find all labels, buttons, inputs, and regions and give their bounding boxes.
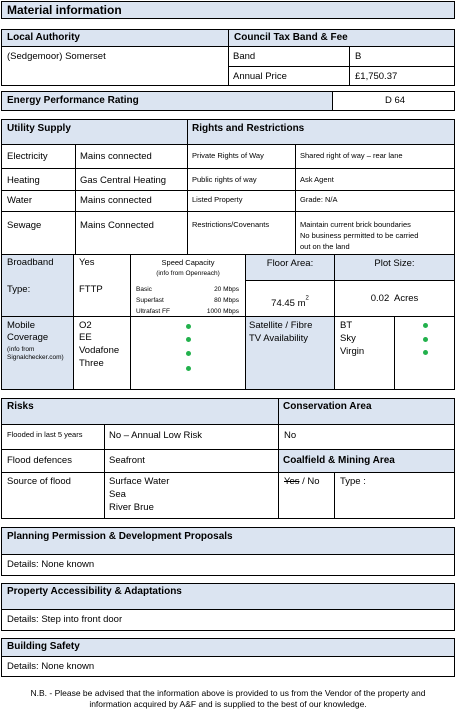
mobile-source-1: (info from <box>7 346 35 353</box>
safety-details-cell <box>1 656 455 677</box>
mobile-label-1: Mobile <box>7 320 35 331</box>
utility-label: Sewage <box>7 220 42 231</box>
speed-name: Superfast <box>136 297 164 304</box>
coalfield-type-cell <box>334 472 455 519</box>
floor-area-unit-sup: 2 <box>305 295 309 302</box>
risks-header-label: Risks <box>7 401 34 412</box>
flood-source: River Brue <box>109 502 154 513</box>
rights-value: Grade: N/A <box>300 195 338 204</box>
speed-value: 20 Mbps <box>214 286 239 293</box>
availability-dot-icon <box>423 323 428 328</box>
source-label: Source of flood <box>7 476 71 487</box>
speed-capacity-cell <box>130 254 246 317</box>
epc-value-cell <box>332 91 455 111</box>
local-authority-header <box>1 29 229 47</box>
broadband-label: Broadband <box>7 257 54 268</box>
coalfield-value <box>284 476 320 488</box>
band-value: B <box>355 51 362 62</box>
source-label-cell <box>1 472 105 519</box>
speed-name: Basic <box>136 286 152 293</box>
broadband-type-label: Type: <box>7 284 31 295</box>
utility-value: Mains connected <box>80 151 152 162</box>
satellite-providers-cell <box>334 316 395 390</box>
safety-header <box>1 638 455 657</box>
mobile-label-cell <box>1 316 74 390</box>
price-label-cell <box>228 66 350 86</box>
broadband-label-cell <box>1 254 74 317</box>
footer-line-1: N.B. - Please be advised that the information above is provided to us from the Vendor of the property and <box>30 688 426 698</box>
rights-value: Shared right of way – rear lane <box>300 151 403 160</box>
title-bar <box>1 1 455 19</box>
utility-value-cell <box>75 144 188 169</box>
utility-label-cell <box>1 190 76 212</box>
availability-dot-icon <box>423 337 428 342</box>
flooded-value: No – Annual Low Risk <box>109 430 202 441</box>
utility-value-cell <box>75 168 188 191</box>
plot-size-value: 0.02 Acres <box>370 293 419 304</box>
rights-label: Restrictions/Covenants <box>192 220 270 229</box>
floor-area-value: 74.45 m <box>271 298 306 309</box>
floor-area-header-label: Floor Area: <box>266 258 314 269</box>
mobile-source-2: Signalchecker.com) <box>7 354 64 361</box>
rights-value-cell <box>295 190 455 212</box>
availability-dot-icon <box>423 350 428 355</box>
satellite-label-1: Satellite / Fibre <box>249 320 313 331</box>
band-label: Band <box>233 51 256 62</box>
flood-source: Sea <box>109 489 126 500</box>
satellite-status-cell <box>394 316 455 390</box>
speed-header: Speed Capacity <box>161 258 215 267</box>
epc-value: D 64 <box>385 95 406 106</box>
council-tax-header-label: Council Tax Band & Fee <box>234 32 348 43</box>
plot-size-header <box>334 254 455 281</box>
local-authority-header-label: Local Authority <box>7 32 80 43</box>
rights-label: Private Rights of Way <box>192 151 264 160</box>
covenant-line-1: Maintain current brick boundaries <box>300 220 411 229</box>
epc-label-cell <box>1 91 333 111</box>
council-tax-header <box>228 29 455 47</box>
utility-value: Mains connected <box>80 195 152 206</box>
rights-label: Public rights of way <box>192 175 257 184</box>
coalfield-no: No <box>307 476 320 487</box>
flood-source: Surface Water <box>109 476 170 487</box>
plot-size-value-cell <box>334 280 455 317</box>
price-label: Annual Price <box>233 71 287 82</box>
epc-label: Energy Performance Rating <box>7 95 139 106</box>
conservation-value: No <box>284 430 297 441</box>
mobile-provider: Vodafone <box>79 345 120 356</box>
price-value: £1,750.37 <box>355 71 398 82</box>
utility-header <box>1 119 188 145</box>
source-value-cell <box>104 472 279 519</box>
planning-header-label: Planning Permission & Development Proposals <box>7 531 233 542</box>
broadband-type-value: FTTP <box>79 284 103 295</box>
rights-label-cell <box>187 168 296 191</box>
footer-note <box>0 688 456 710</box>
price-value-cell <box>349 66 455 86</box>
conservation-header-label: Conservation Area <box>283 401 372 412</box>
flooded-label: Flooded in last 5 years <box>7 430 83 439</box>
covenant-line-2: No business permitted to be carried <box>300 231 419 240</box>
mobile-provider: Three <box>79 358 104 369</box>
coalfield-sep: / <box>299 476 308 487</box>
conservation-header <box>278 398 455 425</box>
coverage-dot-icon <box>186 366 191 371</box>
rights-value-cell <box>295 211 455 255</box>
planning-details-cell <box>1 554 455 576</box>
speed-subheader: (info from Openreach) <box>156 270 220 277</box>
rights-value-cell <box>295 168 455 191</box>
satellite-provider: Virgin <box>340 346 365 357</box>
coalfield-value-cell <box>278 472 335 519</box>
speed-value: 80 Mbps <box>214 297 239 304</box>
utility-header-label: Utility Supply <box>7 123 71 134</box>
utility-label: Electricity <box>7 151 48 162</box>
rights-header <box>187 119 455 145</box>
local-authority-value: (Sedgemoor) Somerset <box>7 51 106 62</box>
plot-size-header-label: Plot Size: <box>374 258 415 269</box>
rights-value: Ask Agent <box>300 175 334 184</box>
utility-value: Mains Connected <box>80 220 154 231</box>
coalfield-header-label: Coalfield & Mining Area <box>283 455 395 466</box>
broadband-value-cell <box>73 254 131 317</box>
defences-value-cell <box>104 449 279 473</box>
rights-label: Listed Property <box>192 195 243 204</box>
accessibility-header-label: Property Accessibility & Adaptations <box>7 586 182 597</box>
utility-value-cell <box>75 190 188 212</box>
broadband-value: Yes <box>79 257 95 268</box>
rights-header-label: Rights and Restrictions <box>192 123 305 134</box>
floor-area-value-wrap <box>246 293 334 311</box>
accessibility-details: Details: Step into front door <box>7 614 123 625</box>
planning-details: Details: None known <box>7 559 95 570</box>
utility-label: Heating <box>7 175 40 186</box>
satellite-label-cell <box>245 316 335 390</box>
floor-area-header <box>245 254 335 281</box>
defences-label-cell <box>1 449 105 473</box>
utility-label-cell <box>1 168 76 191</box>
defences-label: Flood defences <box>7 455 72 466</box>
mobile-status-cell <box>130 316 246 390</box>
conservation-value-cell <box>278 424 455 450</box>
coalfield-header <box>278 449 455 473</box>
satellite-provider: Sky <box>340 333 356 344</box>
coalfield-yes: Yes <box>284 476 300 487</box>
utility-label: Water <box>7 195 32 206</box>
accessibility-header <box>1 583 455 610</box>
footer-line-2: information acquired by A&F and is supplied to the best of our knowledge. <box>89 699 367 709</box>
safety-header-label: Building Safety <box>7 641 80 652</box>
band-label-cell <box>228 46 350 67</box>
flooded-label-cell <box>1 424 105 450</box>
flooded-value-cell <box>104 424 279 450</box>
utility-value-cell <box>75 211 188 255</box>
local-authority-value-cell <box>1 46 229 86</box>
planning-header <box>1 527 455 555</box>
utility-label-cell <box>1 144 76 169</box>
rights-value-cell <box>295 144 455 169</box>
floor-area-value-cell <box>245 280 335 317</box>
coverage-dot-icon <box>186 351 191 356</box>
mobile-provider: EE <box>79 332 92 343</box>
coverage-dot-icon <box>186 337 191 342</box>
utility-value: Gas Central Heating <box>80 175 167 186</box>
accessibility-details-cell <box>1 609 455 631</box>
band-value-cell <box>349 46 455 67</box>
rights-label-cell <box>187 211 296 255</box>
coalfield-type-label: Type : <box>340 476 366 487</box>
rights-label-cell <box>187 144 296 169</box>
rights-label-cell <box>187 190 296 212</box>
speed-value: 1000 Mbps <box>206 308 239 315</box>
satellite-label-2: TV Availability <box>249 333 308 344</box>
safety-details: Details: None known <box>7 661 95 672</box>
mobile-providers-cell <box>73 316 131 390</box>
speed-name: Ultrafast FF <box>136 308 170 315</box>
mobile-provider: O2 <box>79 320 92 331</box>
mobile-label-2: Coverage <box>7 332 49 343</box>
satellite-provider: BT <box>340 320 353 331</box>
page-title: Material information <box>7 3 122 17</box>
utility-label-cell <box>1 211 76 255</box>
defences-value: Seafront <box>109 455 145 466</box>
coverage-dot-icon <box>186 324 191 329</box>
covenant-line-3: out on the land <box>300 242 350 251</box>
risks-header <box>1 398 279 425</box>
